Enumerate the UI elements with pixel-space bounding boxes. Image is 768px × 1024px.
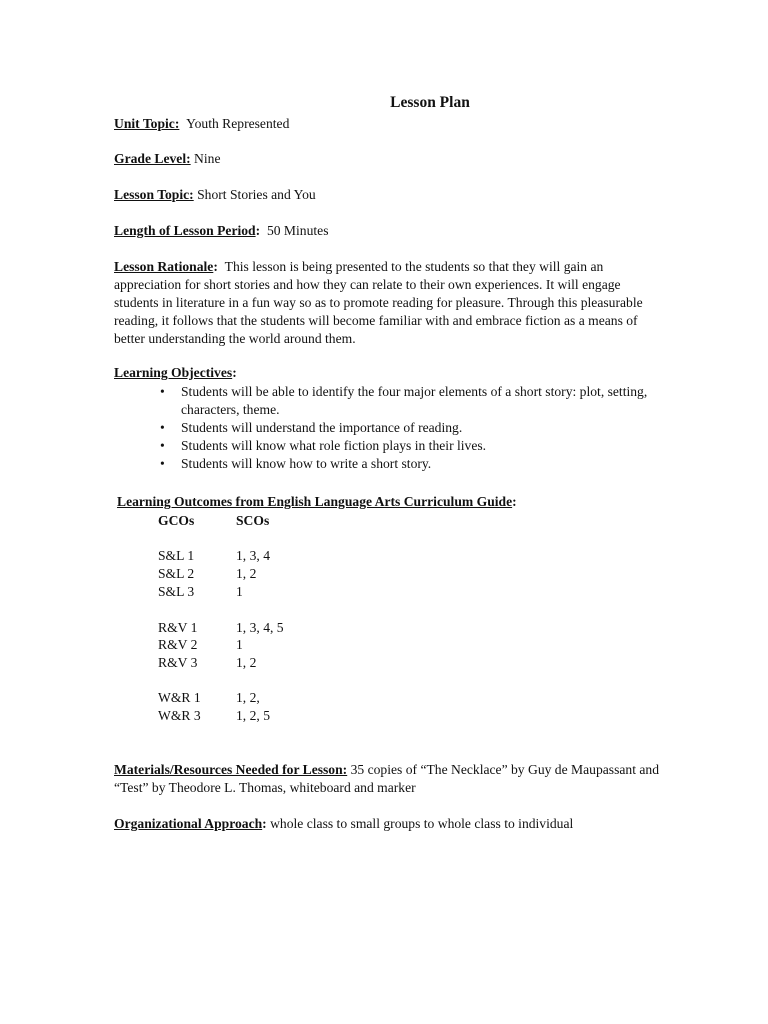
unit-topic-value: Youth Represented [186,116,290,131]
gcos-header: GCOs [158,513,195,528]
objective-text: Students will know what role fiction plays in their lives. [181,438,487,453]
sco-cell: 1, 2, 5 [236,708,270,723]
objective-text: Students will understand the importance of reading. [181,420,463,435]
list-item [160,437,660,455]
gco-cell: R&V 2 [158,637,198,652]
gco-cell: W&R 1 [158,690,201,705]
table-row [158,583,458,601]
grade-level-value: Nine [194,151,221,166]
unit-topic-line [114,115,659,133]
objectives-label: Learning Objectives [114,365,233,380]
lesson-length-colon: : [255,223,261,238]
approach-text: whole class to small groups to whole class to individual [270,816,574,831]
gco-cell: R&V 1 [158,620,198,635]
objectives-heading [114,364,659,382]
gco-cell: S&L 3 [158,584,195,599]
table-row [158,565,458,583]
lesson-topic-line [114,186,659,204]
gco-cell: S&L 1 [158,548,195,563]
table-row [158,654,458,672]
lesson-topic-value: Short Stories and You [197,187,316,202]
list-item [160,419,660,437]
unit-topic-label: Unit Topic: [114,116,180,131]
rationale-colon: : [213,259,218,274]
objectives-list [160,383,660,473]
scos-header: SCOs [236,513,270,528]
outcomes-label: Learning Outcomes from English Language Arts Curriculum Guide [117,494,513,509]
gco-cell: S&L 2 [158,566,195,581]
sco-cell: 1, 3, 4, 5 [236,620,284,635]
sco-cell: 1, 2 [236,566,257,581]
gco-cell: R&V 3 [158,655,198,670]
lesson-length-label: Length of Lesson Period [114,223,256,238]
objective-text: Students will be able to identify the four major elements of a short story: plot, setting, characters, theme. [181,384,648,417]
lesson-length-value: 50 Minutes [266,223,329,238]
sco-cell: 1 [236,584,243,599]
gco-cell: W&R 3 [158,708,201,723]
sco-cell: 1, 3, 4 [236,548,270,563]
table-row [158,547,458,565]
outcomes-colon: : [512,494,517,509]
bullet-icon: • [160,438,165,453]
rationale-label: Lesson Rationale [114,259,214,274]
approach-colon: : [262,816,267,831]
objective-text: Students will know how to write a short story. [181,456,432,471]
materials-text: 35 copies of “The Necklace” by Guy de Maupassant and “Test” by Theodore L. Thomas, whiteboard and marker [114,762,659,795]
outcomes-heading [117,493,717,511]
table-row [158,619,458,637]
approach-line [114,815,714,833]
bullet-icon: • [160,456,165,471]
lesson-length-line [114,222,659,240]
bullet-icon: • [160,384,165,399]
materials-label: Materials/Resources Needed for Lesson: [114,762,348,777]
sco-cell: 1 [236,637,243,652]
grade-level-line [114,150,659,168]
table-row [158,707,458,725]
rationale-paragraph [114,258,659,348]
materials-paragraph [114,761,659,797]
list-item [160,455,660,473]
objectives-colon: : [232,365,237,380]
page-title: Lesson Plan [390,94,470,111]
approach-label: Organizational Approach [114,816,263,831]
sco-cell: 1, 2 [236,655,257,670]
table-row [158,689,458,707]
bullet-icon: • [160,420,165,435]
sco-cell: 1, 2, [236,690,260,705]
lesson-topic-label: Lesson Topic: [114,187,194,202]
list-item [160,383,660,419]
grade-level-label: Grade Level: [114,151,191,166]
rationale-text: This lesson is being presented to the students so that they will gain an appreciation for short stories and how they can relate to their own experiences. It will engage students in literature in a fun way so as to promote reading for pleasure. Through this pleasurable reading, it follows that the students will become familiar with and embrace fiction as a means of better understanding the world around them. [114,259,643,346]
table-row [158,636,458,654]
